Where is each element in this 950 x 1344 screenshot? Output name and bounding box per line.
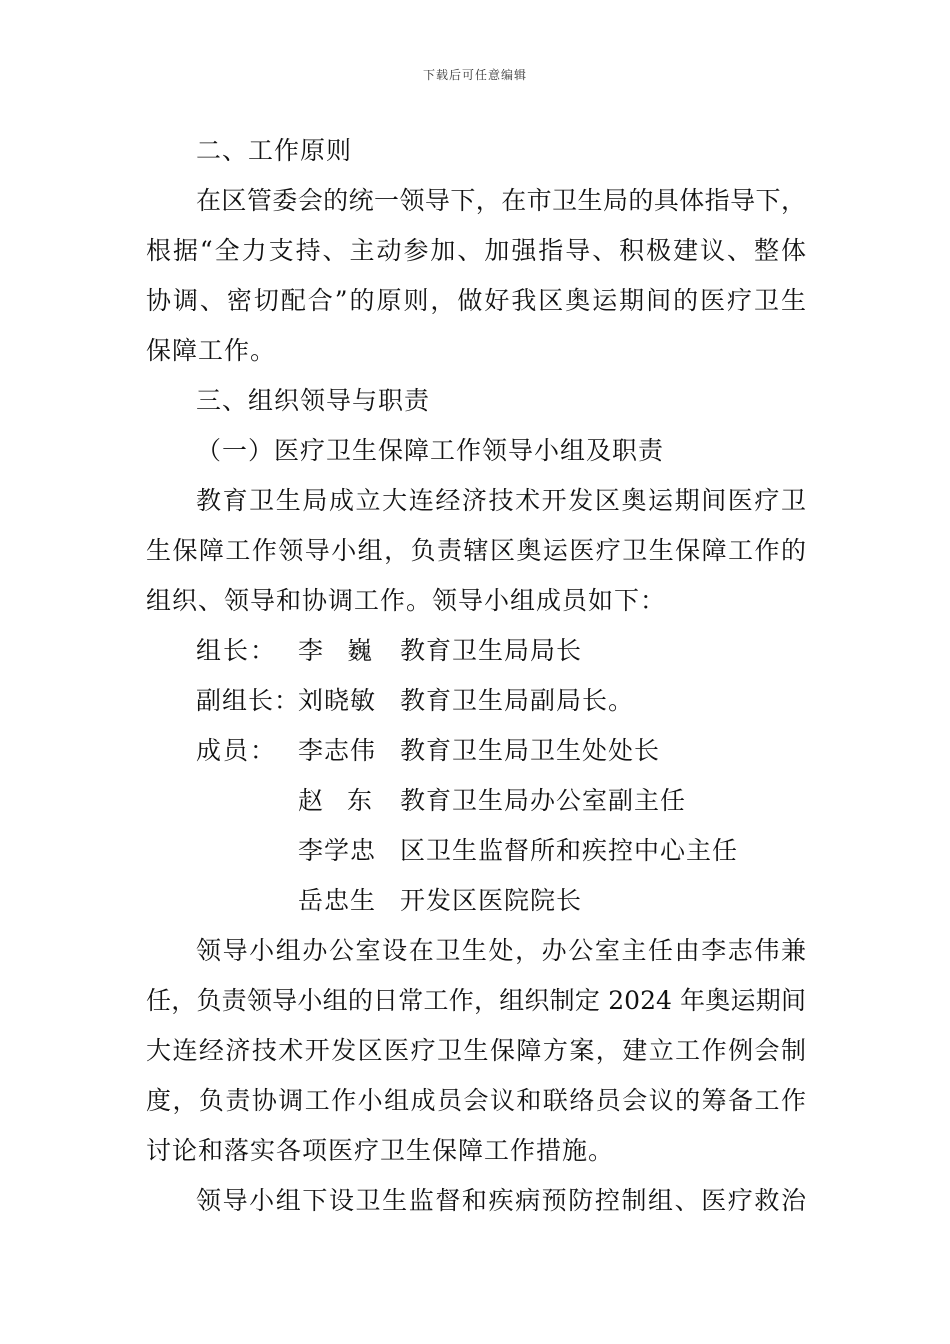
paragraph-line: 教育卫生局成立大连经济技术开发区奥运期间医疗卫 — [196, 486, 806, 515]
member-name: 刘晓敏 — [298, 686, 377, 715]
paragraph-line: 根据“全力支持、主动参加、加强指导、积极建议、整体 — [146, 236, 806, 265]
section-heading-principles: 二、工作原则 — [196, 136, 353, 165]
member-title: 教育卫生局局长 — [400, 636, 583, 665]
paragraph-line: 任，负责领导小组的日常工作，组织制定 2024 年奥运期间 — [146, 986, 806, 1015]
member-row — [146, 676, 806, 726]
member-name: 岳忠生 — [298, 886, 377, 915]
paragraph-line: 讨论和落实各项医疗卫生保障工作措施。 — [146, 1136, 615, 1165]
member-name: 李学忠 — [298, 836, 377, 865]
paragraph-line: 协调、密切配合”的原则，做好我区奥运期间的医疗卫生 — [146, 286, 806, 315]
member-row — [146, 826, 806, 876]
member-title: 教育卫生局办公室副主任 — [400, 786, 687, 815]
paragraph-line: 度，负责协调工作小组成员会议和联络员会议的筹备工作 — [146, 1086, 806, 1115]
member-row — [146, 776, 806, 826]
member-role — [196, 776, 298, 826]
member-role: 成员： — [196, 736, 276, 765]
member-title: 开发区医院院长 — [400, 886, 583, 915]
paragraph-line: 在区管委会的统一领导下，在市卫生局的具体指导下， — [196, 186, 806, 215]
paragraph-line: 大连经济技术开发区医疗卫生保障方案，建立工作例会制 — [146, 1036, 806, 1065]
paragraph-line: 组织、领导和协调工作。领导小组成员如下： — [146, 586, 667, 615]
document-body — [146, 126, 806, 1226]
member-title: 教育卫生局副局长。 — [400, 686, 635, 715]
section-heading-organization: 三、组织领导与职责 — [196, 386, 431, 415]
member-row — [146, 876, 806, 926]
member-role — [196, 876, 298, 926]
member-title: 区卫生监督所和疾控中心主任 — [400, 836, 739, 865]
member-name: 李巍 — [298, 636, 373, 665]
member-role: 副组长： — [196, 686, 301, 715]
member-name: 李志伟 — [298, 736, 377, 765]
paragraph-line: 领导小组办公室设在卫生处，办公室主任由李志伟兼 — [196, 936, 806, 965]
member-title: 教育卫生局卫生处处长 — [400, 736, 661, 765]
member-row — [146, 726, 806, 776]
paragraph-line: 保障工作。 — [146, 336, 277, 365]
member-name: 赵东 — [298, 786, 373, 815]
member-row — [146, 626, 806, 676]
subsection-heading-leading-group: （一）医疗卫生保障工作领导小组及职责 — [196, 436, 665, 465]
member-role: 组长： — [196, 636, 276, 665]
paragraph-line: 领导小组下设卫生监督和疾病预防控制组、医疗救治 — [196, 1186, 806, 1215]
member-role — [196, 826, 298, 876]
page-header-note: 下载后可任意编辑 — [422, 68, 527, 82]
paragraph-line: 生保障工作领导小组，负责辖区奥运医疗卫生保障工作的 — [146, 536, 806, 565]
